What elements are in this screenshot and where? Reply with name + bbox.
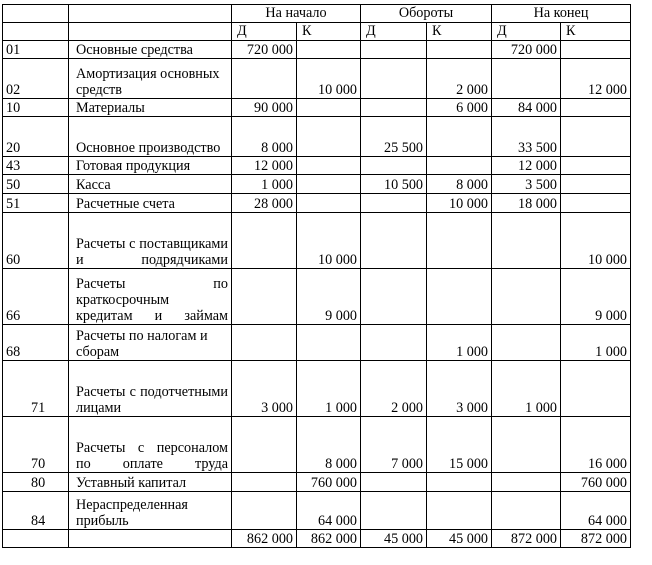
closing-credit-cell: 760 000 (561, 473, 631, 492)
opening-debit-cell: 8 000 (232, 117, 297, 157)
account-code: 80 (3, 473, 69, 492)
closing-credit-cell (561, 41, 631, 59)
closing-debit-cell: 33 500 (492, 117, 561, 157)
table-row (3, 473, 631, 492)
closing-debit-cell (492, 325, 561, 361)
closing-debit-cell: 18 000 (492, 194, 561, 213)
closing-credit-cell: 16 000 (561, 417, 631, 473)
opening-credit-cell (297, 99, 361, 117)
opening-credit-cell (297, 117, 361, 157)
opening-debit-cell (232, 417, 297, 473)
closing-debit-cell (492, 59, 561, 99)
turnover-debit-cell (361, 59, 427, 99)
account-name: Расчеты с персоналом по оплате труда (69, 417, 232, 473)
header-opening: На начало (232, 5, 361, 23)
closing-credit-cell (561, 175, 631, 194)
closing-credit-cell: 1 000 (561, 325, 631, 361)
header-empty-name-2 (69, 23, 232, 41)
opening-debit-cell: 720 000 (232, 41, 297, 59)
account-code: 84 (3, 492, 69, 530)
turnover-credit-cell (427, 117, 492, 157)
account-code: 02 (3, 59, 69, 99)
turnover-credit-cell: 6 000 (427, 99, 492, 117)
header-turnover-credit: К (427, 23, 492, 41)
totals-empty-name (69, 530, 232, 548)
account-name: Касса (69, 175, 232, 194)
account-code: 01 (3, 41, 69, 59)
opening-debit-cell (232, 492, 297, 530)
total-cell: 45 000 (427, 530, 492, 548)
opening-debit-cell: 1 000 (232, 175, 297, 194)
header-closing-credit: К (561, 23, 631, 41)
account-code: 43 (3, 157, 69, 175)
closing-debit-cell: 3 500 (492, 175, 561, 194)
turnover-credit-cell: 2 000 (427, 59, 492, 99)
opening-credit-cell: 1 000 (297, 361, 361, 417)
closing-credit-cell: 64 000 (561, 492, 631, 530)
header-opening-credit: К (297, 23, 361, 41)
total-cell: 872 000 (561, 530, 631, 548)
header-row-dk (3, 23, 631, 41)
opening-debit-cell: 90 000 (232, 99, 297, 117)
header-opening-debit: Д (232, 23, 297, 41)
closing-debit-cell: 84 000 (492, 99, 561, 117)
turnover-credit-cell: 3 000 (427, 361, 492, 417)
account-name: Расчетные счета (69, 194, 232, 213)
account-code: 71 (3, 361, 69, 417)
opening-credit-cell: 8 000 (297, 417, 361, 473)
closing-credit-cell: 10 000 (561, 213, 631, 269)
closing-debit-cell: 12 000 (492, 157, 561, 175)
header-closing: На конец (492, 5, 631, 23)
account-code: 60 (3, 213, 69, 269)
turnover-debit-cell (361, 213, 427, 269)
closing-credit-cell: 9 000 (561, 269, 631, 325)
table-row (3, 213, 631, 269)
header-empty-name (69, 5, 232, 23)
closing-debit-cell (492, 473, 561, 492)
turnover-debit-cell (361, 492, 427, 530)
closing-credit-cell (561, 361, 631, 417)
turnover-credit-cell (427, 213, 492, 269)
turnover-debit-cell (361, 99, 427, 117)
opening-credit-cell: 10 000 (297, 59, 361, 99)
opening-debit-cell (232, 325, 297, 361)
account-name: Материалы (69, 99, 232, 117)
table-row (3, 157, 631, 175)
turnover-credit-cell (427, 269, 492, 325)
table-row (3, 417, 631, 473)
header-row-groups (3, 5, 631, 23)
account-code: 51 (3, 194, 69, 213)
opening-debit-cell: 12 000 (232, 157, 297, 175)
closing-debit-cell (492, 213, 561, 269)
closing-debit-cell: 1 000 (492, 361, 561, 417)
account-code: 10 (3, 99, 69, 117)
account-name: Уставный капитал (69, 473, 232, 492)
table-row (3, 361, 631, 417)
account-name: Расчеты с поставщиками и подрядчиками (69, 213, 232, 269)
header-turnover-debit: Д (361, 23, 427, 41)
turnover-debit-cell (361, 41, 427, 59)
turnover-debit-cell: 10 500 (361, 175, 427, 194)
turnover-credit-cell: 10 000 (427, 194, 492, 213)
totals-row (3, 530, 631, 548)
closing-credit-cell (561, 99, 631, 117)
opening-debit-cell (232, 213, 297, 269)
header-empty-acc-2 (3, 23, 69, 41)
closing-debit-cell: 720 000 (492, 41, 561, 59)
turnover-credit-cell: 15 000 (427, 417, 492, 473)
totals-empty-acc (3, 530, 69, 548)
closing-debit-cell (492, 417, 561, 473)
account-name: Нераспределенная прибыль (69, 492, 232, 530)
closing-credit-cell: 12 000 (561, 59, 631, 99)
total-cell: 862 000 (297, 530, 361, 548)
closing-debit-cell (492, 269, 561, 325)
turnover-balance-table (2, 4, 631, 548)
opening-credit-cell (297, 194, 361, 213)
turnover-credit-cell (427, 157, 492, 175)
table-row (3, 99, 631, 117)
closing-credit-cell (561, 117, 631, 157)
closing-credit-cell (561, 194, 631, 213)
opening-debit-cell: 3 000 (232, 361, 297, 417)
opening-credit-cell: 10 000 (297, 213, 361, 269)
opening-debit-cell (232, 473, 297, 492)
turnover-debit-cell: 25 500 (361, 117, 427, 157)
account-name: Амортизация основных средств (69, 59, 232, 99)
account-name: Основное производство (69, 117, 232, 157)
closing-debit-cell (492, 492, 561, 530)
table-row (3, 175, 631, 194)
opening-debit-cell (232, 269, 297, 325)
total-cell: 862 000 (232, 530, 297, 548)
header-turnover: Обороты (361, 5, 492, 23)
table-row (3, 41, 631, 59)
header-empty-acc (3, 5, 69, 23)
turnover-credit-cell (427, 492, 492, 530)
account-name: Готовая продукция (69, 157, 232, 175)
opening-credit-cell: 9 000 (297, 269, 361, 325)
account-name: Расчеты по краткосрочным кредитам и займам (69, 269, 232, 325)
account-name: Расчеты с подотчетными лицами (69, 361, 232, 417)
table-row (3, 269, 631, 325)
opening-debit-cell: 28 000 (232, 194, 297, 213)
opening-credit-cell (297, 157, 361, 175)
total-cell: 45 000 (361, 530, 427, 548)
opening-credit-cell: 64 000 (297, 492, 361, 530)
opening-credit-cell (297, 325, 361, 361)
turnover-credit-cell: 1 000 (427, 325, 492, 361)
turnover-debit-cell (361, 269, 427, 325)
turnover-debit-cell (361, 473, 427, 492)
turnover-debit-cell (361, 194, 427, 213)
account-name: Основные средства (69, 41, 232, 59)
table-row (3, 492, 631, 530)
account-code: 66 (3, 269, 69, 325)
account-code: 20 (3, 117, 69, 157)
account-code: 68 (3, 325, 69, 361)
turnover-debit-cell (361, 157, 427, 175)
table-row (3, 194, 631, 213)
table-row (3, 117, 631, 157)
turnover-debit-cell (361, 325, 427, 361)
turnover-credit-cell (427, 41, 492, 59)
opening-credit-cell (297, 41, 361, 59)
turnover-credit-cell (427, 473, 492, 492)
table-row (3, 59, 631, 99)
table-row (3, 325, 631, 361)
turnover-debit-cell: 7 000 (361, 417, 427, 473)
opening-credit-cell (297, 175, 361, 194)
closing-credit-cell (561, 157, 631, 175)
header-closing-debit: Д (492, 23, 561, 41)
turnover-credit-cell: 8 000 (427, 175, 492, 194)
account-code: 50 (3, 175, 69, 194)
opening-debit-cell (232, 59, 297, 99)
turnover-debit-cell: 2 000 (361, 361, 427, 417)
total-cell: 872 000 (492, 530, 561, 548)
account-name: Расчеты по налогам и сборам (69, 325, 232, 361)
opening-credit-cell: 760 000 (297, 473, 361, 492)
account-code: 70 (3, 417, 69, 473)
